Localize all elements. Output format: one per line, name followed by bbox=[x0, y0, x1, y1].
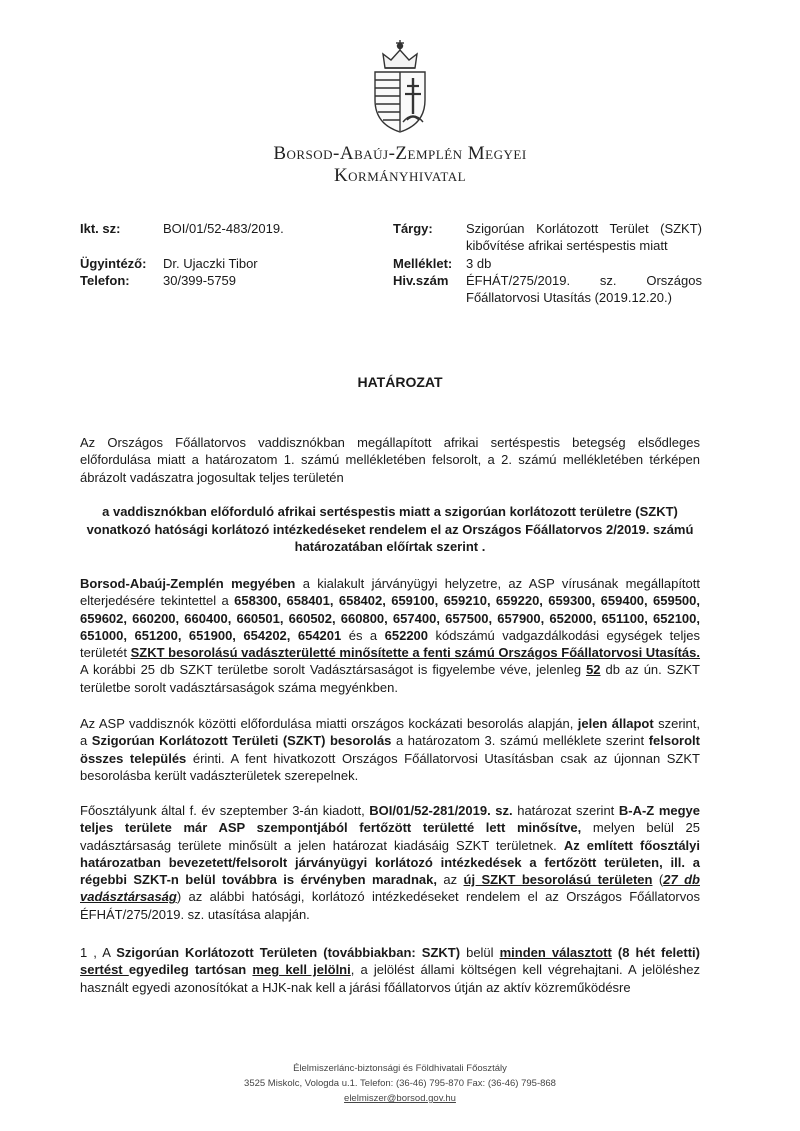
targy-label: Tárgy: bbox=[393, 221, 433, 236]
p4-bold-b: minden választott bbox=[499, 945, 612, 960]
p1-text-d: A korábbi 25 db SZKT területbe sorolt Vadásztársaságot is figyelembe véve, jelenleg bbox=[80, 662, 587, 678]
footer-email-link[interactable]: elelmiszer@borsod.gov.hu bbox=[344, 1093, 456, 1104]
p3-bold-d: új SZKT besorolású területen bbox=[463, 872, 653, 888]
szkt-count: 52 bbox=[586, 662, 601, 678]
p2-text-d: érinti. A fent hivatkozott Országos Főállatorvosi Utasításban csak az újonnan SZKT besorolásba került vadászterületek szerepelnek. bbox=[80, 750, 700, 783]
telefon-label: Telefon: bbox=[80, 273, 130, 288]
unit-code-last: 652200 bbox=[384, 627, 429, 643]
office-name-line1: Borsod-Abaúj-Zemplén Megyei bbox=[273, 143, 527, 164]
p4-bold-e: egyedileg tartósan bbox=[128, 962, 253, 978]
ikt-label: Ikt. sz: bbox=[80, 221, 121, 236]
intro-paragraph: Az Országos Főállatorvos vaddisznókban megállapított afrikai sertéspestis betegség elsődleges előfordulása miatt a határozatom 1. számú mellékletében felsorolt, a 2. számú mellékletében térképen ábrázolt vadászatra jogosultak teljes területén bbox=[80, 435, 700, 485]
paragraph-3 bbox=[80, 802, 700, 923]
p4-bold-f: meg kell jelölni bbox=[252, 962, 351, 978]
p3-bold-e: 27 db vadásztársaság bbox=[80, 872, 700, 905]
ikt-value: BOI/01/52-483/2019. bbox=[163, 221, 284, 236]
coat-of-arms-icon bbox=[365, 38, 435, 134]
office-name-line2: Kormányhivatal bbox=[333, 165, 467, 186]
footer-address: 3525 Miskolc, Vologda u.1. Telefon: (36-46) 795-870 Fax: (36-46) 795-868 bbox=[244, 1078, 556, 1089]
paragraph-1 bbox=[80, 575, 700, 696]
p2-bold-b: Szigorúan Korlátozott Területi (SZKT) besorolás bbox=[91, 733, 392, 749]
p3-text-a: Főosztályunk által f. év szeptember 3-án kiadott, bbox=[80, 803, 370, 818]
footer-department: Élelmiszerlánc-biztonsági és Földhivatali Főosztály bbox=[293, 1063, 507, 1074]
p4-bold-c: (8 hét feletti) bbox=[611, 945, 700, 960]
p3-text-e: ( bbox=[652, 872, 664, 888]
p3-bold-c: Az említett főosztályi határozatban bevezetett/felsorolt járványügyi korlátozó intézkedések a fertőzött területen, ill. a régebbi SZKT-n belül továbbra is érvényben maradnak, bbox=[80, 837, 701, 888]
p2-bold-c: felsorolt összes település bbox=[80, 733, 700, 766]
p3-bold-b: B-A-Z megye teljes területe már ASP szempontjából fertőzött területté lett minősítve, bbox=[80, 803, 701, 836]
document-title: HATÁROZAT bbox=[357, 374, 443, 390]
p3-text-c: melyen belül 25 vadásztársaság területe minősült a jelen határozat kiadásáig SZKT területnek. bbox=[80, 820, 700, 853]
p3-text-f: ) az alábbi hatósági, korlátozó intézkedéseket rendelem el az Országos Főállatorvos ÉFHÁT/275/2019. sz. utasítása alapján. bbox=[80, 889, 700, 922]
p1-text-e: db az ún. SZKT területbe sorolt vadásztársaságok száma megyénkben. bbox=[80, 662, 700, 695]
hivszam-label: Hiv.szám bbox=[393, 273, 449, 288]
p4-text-a: 1 , A bbox=[80, 945, 117, 960]
p4-bold-a: Szigorúan Korlátozott Területen (továbbiakban: SZKT) bbox=[116, 945, 461, 960]
p4-bold-d: sertést bbox=[80, 962, 129, 978]
p4-text-c: , a jelölést állami költségen kell végrehajtani. A jelöléshez használt egyedi azonosítókat a HJK-nak kell a járási főállatorvos útján az aktív közreműködésre bbox=[80, 962, 700, 995]
paragraph-2 bbox=[80, 715, 700, 784]
p3-text-b: határozat szerint bbox=[512, 803, 619, 818]
unit-codes: 658300, 658401, 658402, 659100, 659210, 659220, 659300, 659400, 659500, 659602, 660200, 660400, 660501, 660502, 660800, 657400, 657500, 657900, 652000, 651100, 652100, 651000, 651200, 651900, 654202, 654201 bbox=[80, 593, 700, 643]
p2-text-c: a határozatom 3. számú melléklete szerint bbox=[391, 733, 649, 749]
telefon-value: 30/399-5759 bbox=[163, 273, 237, 288]
hivszam-line1: ÉFHÁT/275/2019. sz. Országos bbox=[466, 273, 702, 288]
p3-bold-a: BOI/01/52-281/2019. sz. bbox=[369, 803, 513, 818]
ugyintezo-value: Dr. Ujaczki Tibor bbox=[163, 256, 258, 271]
decision-paragraph: a vaddisznókban előforduló afrikai sertéspestis miatt a szigorúan korlátozott területre (SZKT) vonatkozó hatósági korlátozó intézkedéseket rendelem el az Országos Főállatorvos 2/2019. számú határozatában előírtak szerint . bbox=[86, 504, 694, 554]
p1-text-b: és a bbox=[341, 627, 385, 643]
p2-text-b: szerint, a bbox=[80, 716, 700, 749]
county-name: Borsod-Abaúj-Zemplén megyében bbox=[80, 576, 296, 591]
targy-line1: Szigorúan Korlátozott Terület (SZKT) bbox=[466, 221, 702, 236]
p1-text-a: a kialakult járványügyi helyzetre, az ASP vírusának megállapított elterjedésére tekintettel a bbox=[80, 576, 700, 609]
p3-text-d: az bbox=[437, 872, 464, 888]
szkt-classification: SZKT besorolású vadászterületté minősítette a fenti számú Országos Főállatorvosi Utasítás. bbox=[130, 645, 701, 661]
paragraph-4 bbox=[80, 944, 700, 996]
melleklet-value: 3 db bbox=[466, 256, 492, 271]
p2-text-a: Az ASP vaddisznók közötti előfordulása miatti országos kockázati besorolás alapján, bbox=[80, 716, 578, 731]
p4-text-b: belül bbox=[460, 945, 500, 960]
ugyintezo-label: Ügyintéző: bbox=[80, 256, 147, 271]
melleklet-label: Melléklet: bbox=[393, 256, 453, 271]
targy-line2: kibővítése afrikai sertéspestis miatt bbox=[466, 238, 668, 253]
p1-text-c: kódszámú vadgazdálkodási egységek teljes területét bbox=[80, 627, 701, 661]
p2-bold-a: jelen állapot bbox=[577, 716, 654, 731]
hivszam-line2: Főállatorvosi Utasítás (2019.12.20.) bbox=[466, 290, 672, 305]
